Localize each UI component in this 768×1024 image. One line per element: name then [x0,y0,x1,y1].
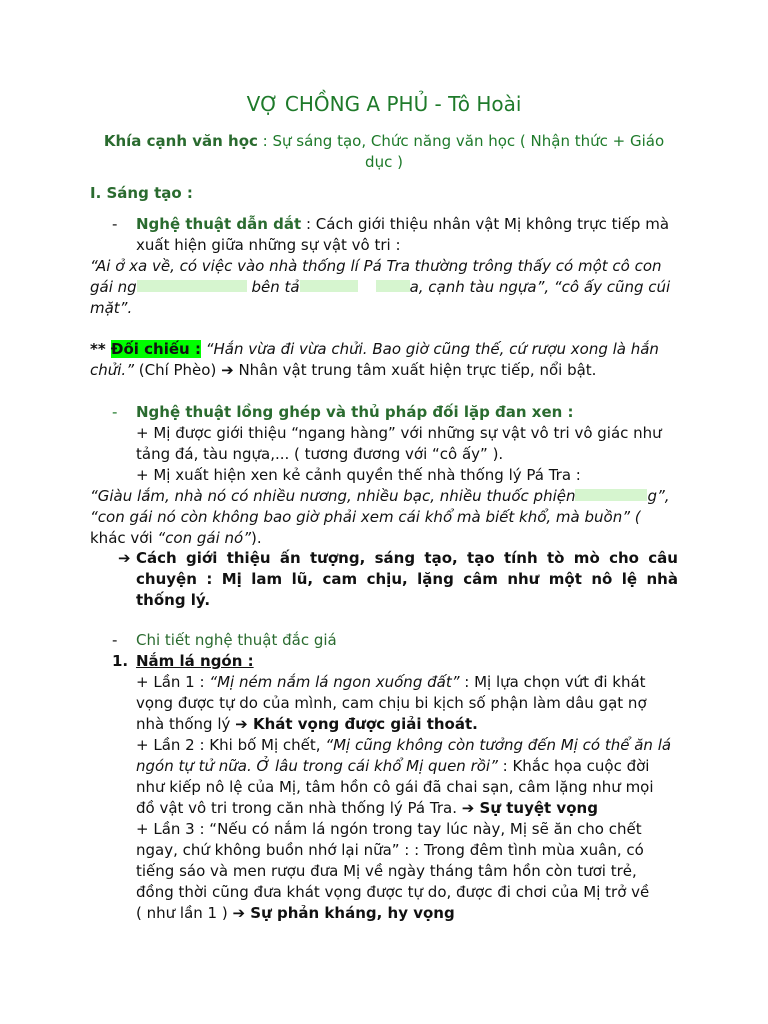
occurrence-text [136,756,649,776]
text-fragment: + Lần 2 : Khi bố Mị chết, [136,736,326,754]
number: 1. [112,652,129,670]
item-text-line2: xuất hiện giữa những sự vật vô tri : [136,236,401,254]
subtitle-line2: dục ) [365,153,403,171]
item-label: Nghệ thuật lồng ghép và thủ pháp đối lặp đan xen : [136,403,574,421]
arrow-icon: ➔ [461,799,475,817]
conclusion-text: chuyện : Mị lam lũ, cam chịu, lặng câm như một nô lệ nhà [136,570,678,588]
occurrence-text: như kiếp nô lệ của Mị, tâm hồn cô gái đã chai sạn, câm lặng như mọi [136,778,654,796]
subtitle-line1 [90,131,678,151]
quote-fragment: “Giàu lắm, nhà nó có nhiều nương, nhiều bạc, nhiều thuốc phiện [90,487,576,505]
dash-bullet: - [112,631,118,649]
stars: ** [90,340,111,358]
dash-bullet: - [112,215,118,233]
compare-quote: “Hắn vừa đi vừa chửi. Bao giờ cũng thế, cứ rượu xong là hắn [200,340,659,358]
occurrence-text: tiếng sáo và men rượu đưa Mị về ngày tháng tâm hồn còn tươi trẻ, [136,862,637,880]
quote-fragment: “con gái nó” [157,529,251,547]
document-title: VỢ CHỒNG A PHỦ - Tô Hoài [246,92,522,116]
text-fragment: Khát vọng được giải thoát. [247,715,478,733]
faded-highlight [300,280,358,292]
quote-fragment: a, cạnh tàu ngựa”, “cô ấy cũng cúi [409,278,671,296]
occurrence-text: + Lần 3 : “Nếu có nắm lá ngón trong tay lúc này, Mị sẽ ăn cho chết [136,820,642,838]
numbered-item [112,651,254,671]
quote-line [90,277,678,297]
compare-line2 [90,360,596,380]
quote-fragment: ). [250,529,262,547]
section-heading: I. Sáng tạo : [90,184,193,202]
conclusion-text: Cách giới thiệu ấn tượng, sáng tạo, tạo tính tò mò cho câu [136,549,678,567]
arrow-icon: ➔ [118,549,131,567]
faded-highlight [575,489,647,501]
item-text: : Cách giới thiệu nhân vật Mị không trực tiếp mà [301,215,670,233]
compare-note: Nhân vật trung tâm xuất hiện trực tiếp, nổi bật. [233,361,597,379]
subtitle-text: : Sự sáng tạo, Chức năng văn học ( Nhận thức + Giáo [257,132,665,150]
faded-highlight [376,280,410,292]
point-text: tảng đá, tàu ngựa,... ( tương đương với “cô ấy” ). [136,445,504,463]
text-fragment: “Mị ném nắm lá ngon xuống đất” [209,673,460,691]
occurrence-text: vọng được tự do của mình, cam chịu bi kịch số phận làm dâu gạt nợ [136,694,647,712]
text-fragment: Sự tuyệt vọng [474,799,598,817]
occurrence-text [136,672,646,692]
conclusion-text: thống lý. [136,591,211,609]
item-label: Nghệ thuật dẫn dắt [136,215,302,233]
item-label: Chi tiết nghệ thuật đắc giá [136,631,337,649]
text-fragment: nhà thống lý [136,715,236,733]
compare-source: (Chí Phèo) [133,361,222,379]
dash-bullet: - [112,403,118,421]
text-fragment: ( như lần 1 ) [136,904,233,922]
text-fragment: : Mị lựa chọn vứt đi khát [459,673,646,691]
quote-line [90,528,262,548]
arrow-icon: ➔ [221,361,234,379]
compare-label: Đối chiếu : [110,340,201,358]
quote-line: “Ai ở xa về, có việc vào nhà thống lí Pá Tra thường trông thấy có một cô con [90,257,662,275]
occurrence-text [136,798,598,818]
occurrence-text: đồng thời cũng đưa khát vọng được tự do, được đi chơi của Mị trở về [136,883,650,901]
quote-line: mặt”. [90,299,133,317]
arrow-icon: ➔ [235,715,248,733]
numbered-label: Nắm lá ngón : [136,652,254,670]
text-fragment: Sự phản kháng, hy vọng [245,904,455,922]
point-text: + Mị được giới thiệu “ngang hàng” với những sự vật vô tri vô giác như [136,424,662,442]
quote-line: “con gái nó còn không bao giờ phải xem cái khổ mà biết khổ, mà buồn” ( [90,508,641,526]
subtitle-label: Khía cạnh văn học [103,132,258,150]
text-fragment: : Khắc họa cuộc đời [497,757,650,775]
quote-fragment: gái ng [90,278,137,296]
arrow-icon: ➔ [232,904,246,922]
quote-fragment: khác với [90,529,158,547]
point-text: + Mị xuất hiện xen kẻ cảnh quyền thế nhà thống lý Pá Tra : [136,466,581,484]
faded-highlight [137,280,247,292]
text-fragment: “Mị cũng không còn tưởng đến Mị có thể ăn lá [325,736,672,754]
compare-quote-end: chửi.” [90,361,134,379]
occurrence-text [136,735,671,755]
text-fragment: ngón tự tử nữa. Ở lâu trong cái khổ Mị quen rồi” [136,757,498,775]
occurrence-text [136,903,455,923]
quote-fragment: g”, [647,487,670,505]
compare-line1 [90,339,659,359]
text-fragment: đồ vật vô tri trong căn nhà thống lý Pá Tra. [136,799,462,817]
quote-fragment: bên tả [251,278,300,296]
occurrence-text: ngay, chứ không buồn nhớ lại nữa” : : Trong đêm tình mùa xuân, có [136,841,644,859]
quote-line [90,486,670,506]
text-fragment: + Lần 1 : [136,673,210,691]
occurrence-text [136,714,478,734]
